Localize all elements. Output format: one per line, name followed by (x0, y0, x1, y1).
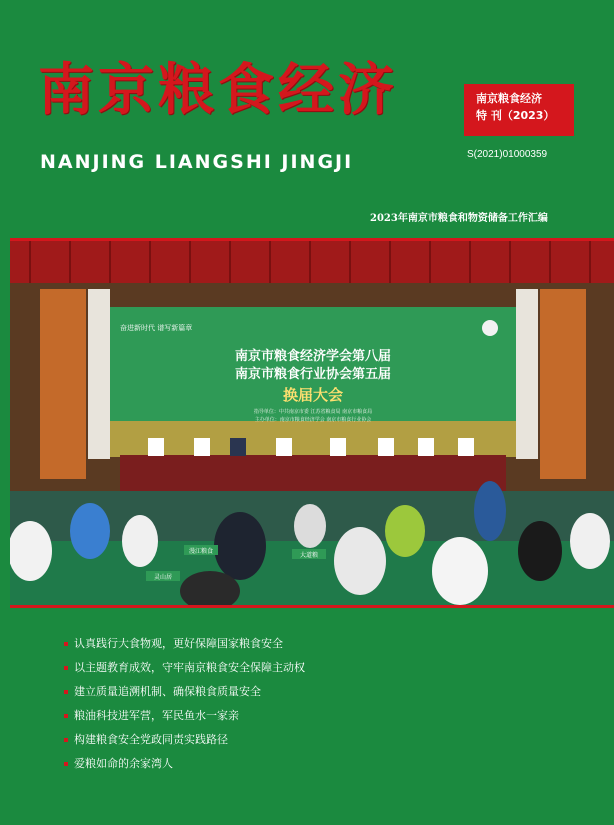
bullet-dot (64, 714, 68, 718)
podium-table (120, 455, 506, 491)
bullet-dot (64, 690, 68, 694)
wheat-field (110, 421, 516, 457)
table-sign-3-label: 大道粮 (299, 552, 319, 559)
badge-line-1: 南京粮食经济 (476, 92, 542, 105)
headline-item (64, 752, 305, 776)
bullet-dot (64, 762, 68, 766)
magazine-title-pinyin: NANJING LIANGSHI JINGJI (40, 151, 354, 173)
top-curtain (10, 241, 614, 283)
conference-photo (10, 238, 614, 608)
headline-item (64, 728, 305, 752)
headline-item (64, 680, 305, 704)
headline-text: 爱粮如命的余家湾人 (74, 757, 173, 770)
screen-heading-line-2: 南京市粮食行业协会第五届 (234, 367, 392, 382)
table-sign-1-label: 灵山居 (153, 574, 173, 581)
screen-tagline: 奋进新时代 谱写新篇章 (120, 324, 193, 332)
cover-subtitle: 2023年南京市粮食和物资储备工作汇编 (370, 213, 548, 224)
headline-text: 以主题教育成效，守牢南京粮食安全保障主动权 (74, 661, 305, 674)
table-sign-2-label: 漫江粮食 (188, 548, 214, 555)
headline-item (64, 632, 305, 656)
bullet-dot (64, 738, 68, 742)
right-curtain (540, 289, 586, 479)
bullet-dot (64, 642, 68, 646)
headline-item (64, 704, 305, 728)
left-pillar (88, 289, 110, 459)
badge-line-2: 特 刊（2023） (476, 109, 555, 122)
headline-text: 认真践行大食物观，更好保障国家粮食安全 (74, 637, 283, 650)
screen-heading-line-3: 换届大会 (282, 386, 344, 404)
screen-small-line-1: 指导单位：中共南京市委 江苏省粮食局 南京市粮食局 (253, 409, 373, 415)
headline-list (64, 632, 305, 776)
screen-heading-line-1: 南京市粮食经济学会第八届 (234, 349, 392, 364)
screen-small-line-2: 主办单位：南京市粮食经济学会 南京市粮食行业协会 (254, 417, 372, 423)
issn-number: S(2021)01000359 (467, 149, 548, 160)
special-issue-badge (464, 84, 574, 136)
headline-text: 建立质量追溯机制、确保粮食质量安全 (74, 685, 261, 698)
magazine-title-chinese: 南京粮食经济 (38, 57, 398, 123)
headline-item (64, 656, 305, 680)
right-pillar (516, 289, 538, 459)
association-logo (482, 320, 498, 336)
left-curtain (40, 289, 86, 479)
headline-text: 构建粮食安全党政同责实践路径 (74, 733, 228, 746)
bullet-dot (64, 666, 68, 670)
headline-text: 粮油科技进军营，军民鱼水一家亲 (74, 709, 239, 722)
